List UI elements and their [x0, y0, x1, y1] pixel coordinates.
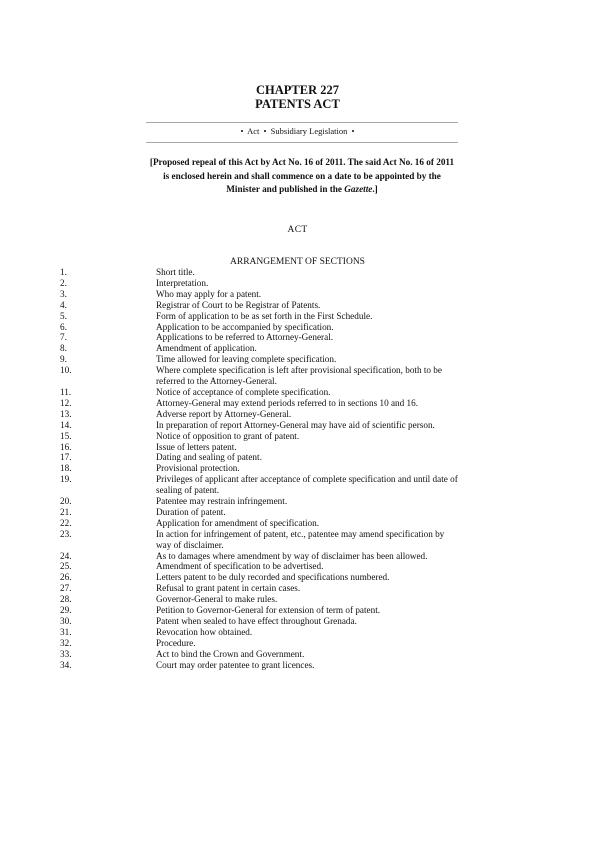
- repeal-note-text: [Proposed repeal of this Act by Act No. 16 of 2011. The said Act No. 16 of 2011 is enclosed herein and shall commence on a date to be appointed by the Minister and published in the: [149, 157, 455, 194]
- section-title: Governor-General to make rules.: [156, 594, 278, 605]
- repeal-note-end: .]: [372, 184, 378, 194]
- section-row[interactable]: [0, 583, 595, 594]
- section-title: Privileges of applicant after acceptance of complete specification and until date of sealing of patent.: [156, 474, 458, 496]
- legislation-nav: [0, 126, 595, 137]
- section-title: Patentee may restrain infringement.: [156, 496, 288, 507]
- section-row[interactable]: [0, 572, 595, 583]
- section-row[interactable]: [0, 529, 595, 551]
- section-number: 22.: [60, 517, 72, 528]
- section-number: 28.: [60, 594, 72, 605]
- section-row[interactable]: [0, 605, 595, 616]
- section-number: 26.: [60, 572, 72, 583]
- section-row[interactable]: [0, 343, 595, 354]
- section-title: Dating and sealing of patent.: [156, 452, 262, 463]
- section-number: 30.: [60, 616, 72, 626]
- section-number: 18.: [60, 463, 72, 474]
- section-row[interactable]: [0, 649, 595, 660]
- section-row[interactable]: [0, 278, 595, 289]
- section-row[interactable]: [0, 365, 595, 387]
- section-row[interactable]: [0, 594, 595, 605]
- section-number: 13.: [60, 408, 72, 419]
- section-row[interactable]: [0, 507, 595, 518]
- act-title: PATENTS ACT: [255, 97, 340, 111]
- section-number: 10.: [60, 365, 72, 376]
- section-number: 27.: [60, 583, 72, 594]
- section-title: Court may order patentee to grant licences.: [156, 659, 315, 670]
- section-title: Short title.: [156, 267, 195, 277]
- section-title: Procedure.: [156, 637, 196, 648]
- section-number: 32.: [60, 637, 72, 648]
- bullet-icon: •: [240, 126, 244, 136]
- section-title: In preparation of report Attorney-General may have aid of scientific person.: [156, 419, 435, 430]
- section-number: 14.: [60, 419, 72, 430]
- section-number: 31.: [60, 626, 72, 637]
- section-row[interactable]: [0, 638, 595, 649]
- section-row[interactable]: [0, 474, 595, 496]
- section-row[interactable]: [0, 561, 595, 572]
- arrangement-heading: ARRANGEMENT OF SECTIONS: [230, 257, 365, 267]
- nav-link-subsidiary-legislation[interactable]: Subsidiary Legislation: [270, 126, 348, 136]
- section-row[interactable]: [0, 332, 595, 343]
- act-heading: ACT: [287, 225, 308, 235]
- section-number: 29.: [60, 605, 72, 616]
- section-row[interactable]: [0, 398, 595, 409]
- section-number: 3.: [60, 288, 67, 299]
- section-title: Amendment of specification to be advertised.: [156, 561, 324, 572]
- section-title: Attorney-General may extend periods referred to in sections 10 and 16.: [156, 397, 419, 408]
- section-title: Who may apply for a patent.: [156, 288, 262, 299]
- section-number: 7.: [60, 332, 67, 343]
- section-row[interactable]: [0, 311, 595, 322]
- section-number: 21.: [60, 506, 72, 517]
- section-title: In action for infringement of patent, etc., patentee may amend specification by way of disclaimer.: [156, 528, 445, 550]
- gazette-word: Gazette: [344, 184, 373, 194]
- section-title: Notice of opposition to grant of patent.: [156, 430, 300, 441]
- section-number: 33.: [60, 648, 72, 659]
- section-row[interactable]: [0, 267, 595, 278]
- bullet-icon: •: [263, 126, 267, 136]
- section-title: Letters patent to be duly recorded and specifications numbered.: [156, 572, 390, 583]
- section-row[interactable]: [0, 452, 595, 463]
- section-title: Issue of letters patent.: [156, 441, 237, 452]
- section-title: Act to bind the Crown and Government.: [156, 648, 305, 659]
- section-title: Amendment of application.: [156, 343, 257, 354]
- section-title: Applications to be referred to Attorney-General.: [156, 332, 334, 343]
- section-row[interactable]: [0, 431, 595, 442]
- section-row[interactable]: [0, 409, 595, 420]
- section-row[interactable]: [0, 354, 595, 365]
- section-number: 16.: [60, 441, 72, 452]
- section-number: 15.: [60, 430, 72, 441]
- section-row[interactable]: [0, 518, 595, 529]
- section-number: 9.: [60, 354, 67, 365]
- section-row[interactable]: [0, 289, 595, 300]
- repeal-note: [146, 156, 458, 197]
- section-title: Petition to Governor-General for extension of term of patent.: [156, 605, 381, 616]
- section-row[interactable]: [0, 551, 595, 562]
- nav-rule-top: [146, 122, 458, 123]
- section-number: 34.: [60, 659, 72, 670]
- section-number: 20.: [60, 496, 72, 507]
- sections-list: [0, 267, 595, 671]
- section-title: Form of application to be as set forth in the First Schedule.: [156, 310, 373, 321]
- section-row[interactable]: [0, 300, 595, 311]
- section-title: Application for amendment of specification.: [156, 517, 320, 528]
- section-number: 1.: [60, 267, 67, 277]
- section-number: 4.: [60, 299, 67, 310]
- section-number: 6.: [60, 321, 67, 332]
- chapter-heading: CHAPTER 227: [256, 83, 339, 97]
- section-title: Registrar of Court to be Registrar of Patents.: [156, 299, 321, 310]
- section-number: 17.: [60, 452, 72, 463]
- nav-link-act[interactable]: Act: [247, 126, 260, 136]
- section-title: Application to be accompanied by specification.: [156, 321, 334, 332]
- section-row[interactable]: [0, 616, 595, 627]
- section-title: As to damages where amendment by way of disclaimer has been allowed.: [156, 550, 428, 561]
- section-number: 25.: [60, 561, 72, 572]
- section-row[interactable]: [0, 420, 595, 431]
- section-title: Where complete specification is left after provisional specification, both to be referred to the Attorney-General.: [156, 365, 442, 387]
- nav-rule-bottom: [146, 142, 458, 143]
- section-row[interactable]: [0, 442, 595, 453]
- section-number: 2.: [60, 277, 67, 288]
- section-title: Time allowed for leaving complete specification.: [156, 354, 337, 365]
- section-row[interactable]: [0, 322, 595, 333]
- section-title: Refusal to grant patent in certain cases.: [156, 583, 301, 594]
- section-row[interactable]: [0, 627, 595, 638]
- section-title: Adverse report by Attorney-General.: [156, 408, 292, 419]
- bullet-icon: •: [351, 126, 355, 136]
- section-number: 11.: [60, 386, 72, 397]
- section-number: 5.: [60, 310, 67, 321]
- section-number: 8.: [60, 343, 67, 354]
- section-row[interactable]: [0, 387, 595, 398]
- section-row[interactable]: [0, 463, 595, 474]
- section-title: Revocation how obtained.: [156, 626, 253, 637]
- section-number: 12.: [60, 397, 72, 408]
- section-title: Provisional protection.: [156, 463, 240, 474]
- section-row[interactable]: [0, 660, 595, 671]
- section-title: Interpretation.: [156, 277, 209, 288]
- section-number: 24.: [60, 550, 72, 561]
- section-row[interactable]: [0, 496, 595, 507]
- section-title: Notice of acceptance of complete specification.: [156, 386, 331, 397]
- section-title: Patent when sealed to have effect throughout Grenada.: [156, 616, 357, 626]
- section-title: Duration of patent.: [156, 506, 226, 517]
- section-number: 23.: [60, 528, 72, 539]
- section-number: 19.: [60, 474, 72, 485]
